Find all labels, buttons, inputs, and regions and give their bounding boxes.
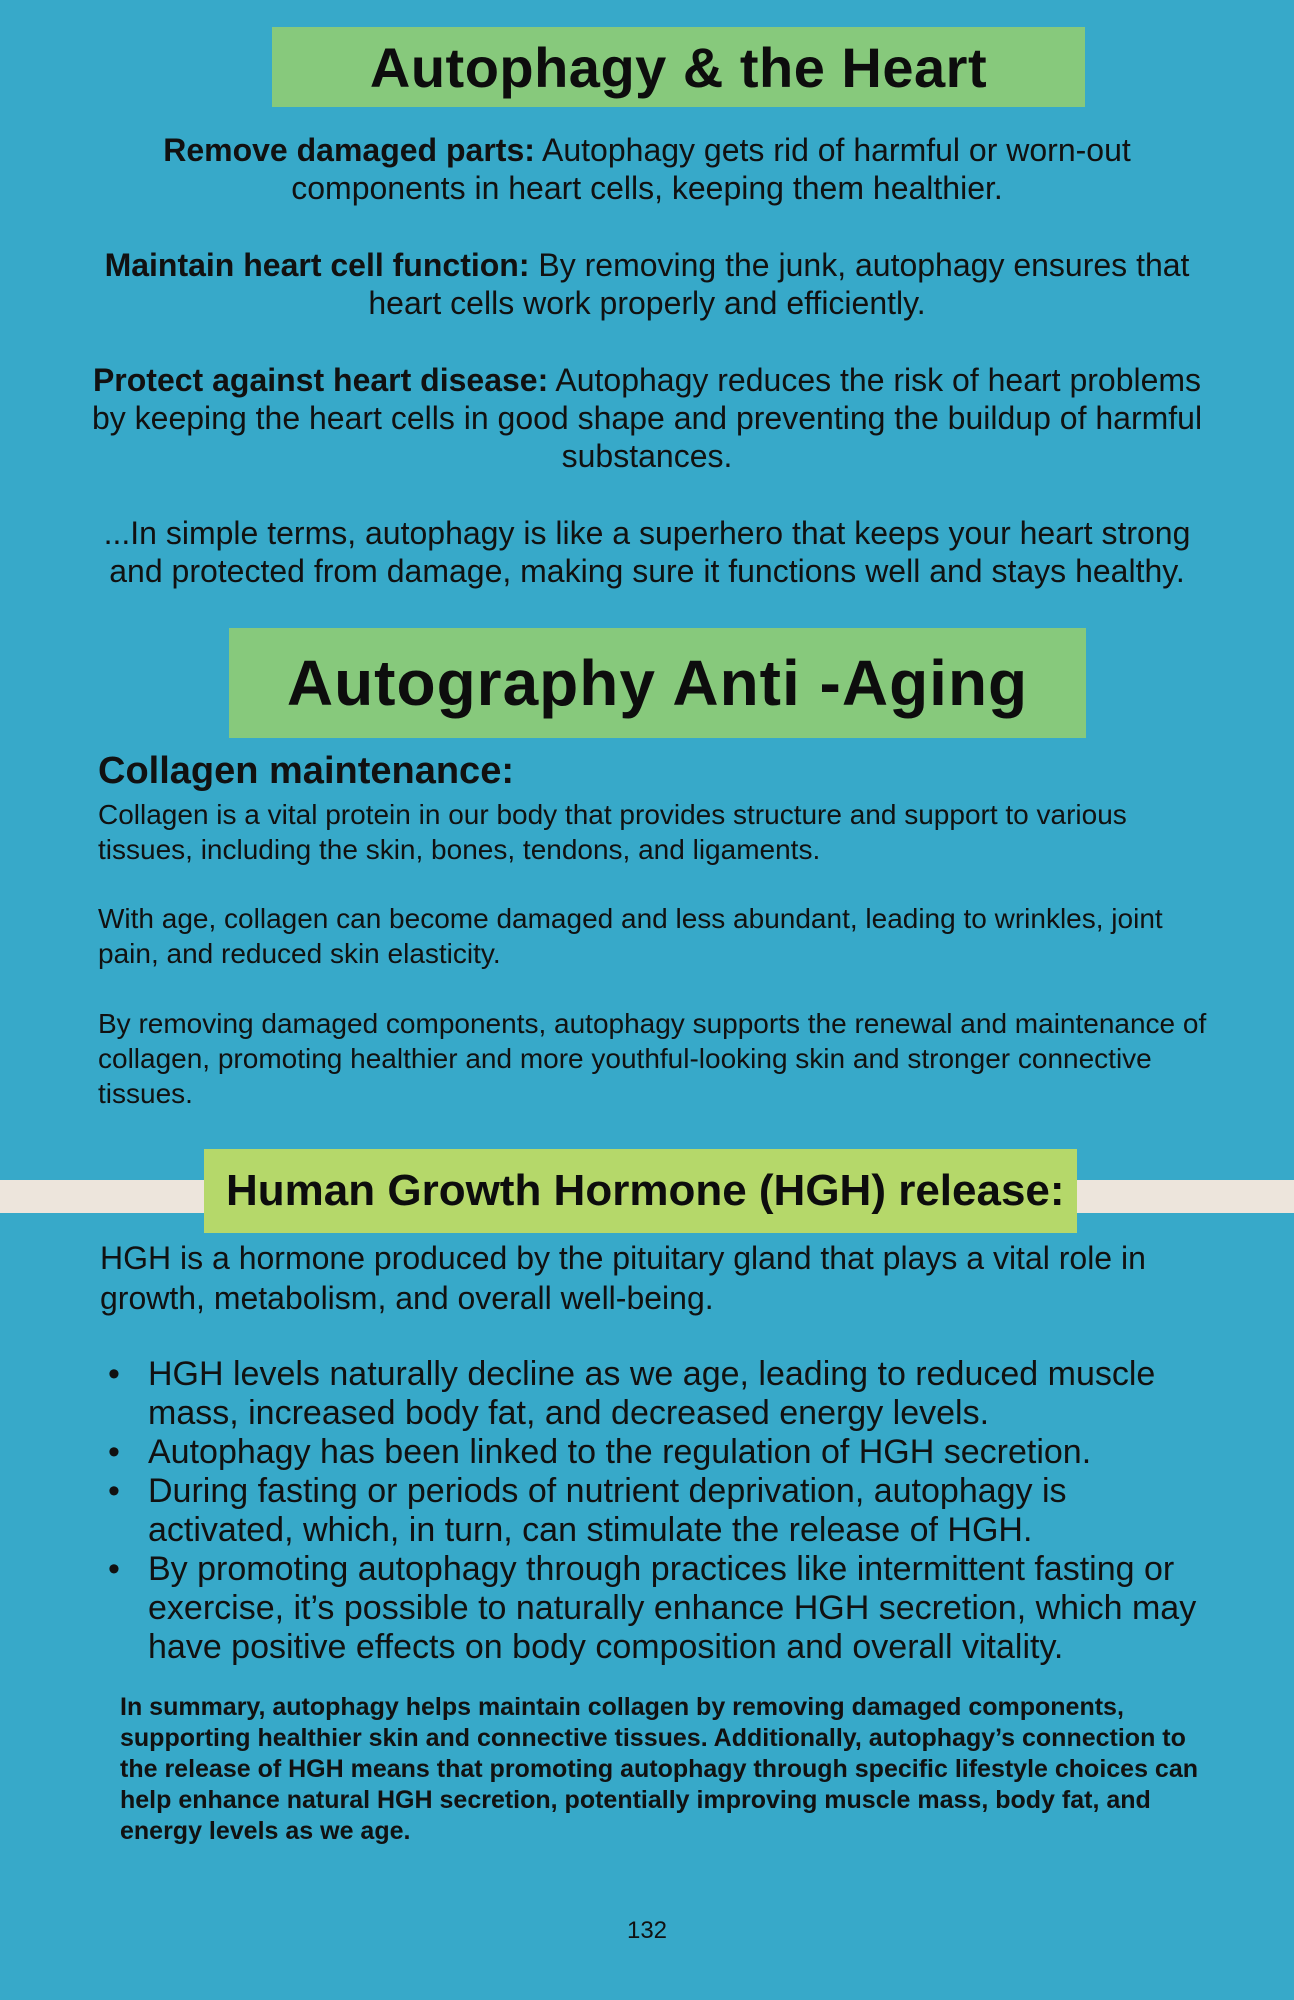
maintain-function-paragraph [90,246,1204,322]
page-number: 132 [626,1917,668,1944]
hgh-bullet-list [100,1355,1220,1667]
list-item [100,1472,1220,1550]
collagen-paragraph: Collagen is a vital protein in our body that provides structure and support to various tissues, including the skin, bones, tendons, and ligaments. [98,799,1127,865]
list-item-text: During fasting or periods of nutrient deprivation, autophagy is activated, which, in turn, can stimulate the release of HGH. [148,1472,1067,1549]
list-item [100,1550,1220,1667]
collagen-paragraph: By removing damaged components, autophagy supports the renewal and maintenance of collagen, promoting healthier and more youthful-looking skin and stronger connective tissues. [98,1008,1207,1109]
paragraph-text: Autophagy reduces the risk of heart problems by keeping the heart cells in good shape and preventing the buildup of harmful substances. [91,362,1203,474]
remove-damaged-parts-paragraph [90,131,1204,207]
summary-paragraph: In summary, autophagy helps maintain collagen by removing damaged components, supporting healthier skin and connective tissues. Additionally, autophagy’s connection to the release of HGH means that promoting autophagy through specific lifestyle choices can help enhance natural HGH secretion, potentially improving muscle mass, body fat, and energy levels as we age. [120,1693,1199,1845]
paragraph-lead: Protect against heart disease: [92,362,549,398]
collagen-paragraph: With age, collagen can become damaged and less abundant, leading to wrinkles, joint pain, and reduced skin elasticity. [98,903,1163,969]
bullet-icon: • [108,1355,120,1393]
list-item-text: By promoting autophagy through practices like intermittent fasting or exercise, it’s possible to naturally enhance HGH secretion, which may have positive effects on body composition and overall vitality. [148,1550,1197,1666]
heart-closing-paragraph: ...In simple terms, autophagy is like a superhero that keeps your heart strong and protected from damage, making sure it functions well and stays healthy. [103,515,1191,589]
heart-section-title: Autophagy & the Heart [272,27,1085,107]
paragraph-text: Autophagy gets rid of harmful or worn-out components in heart cells, keeping them healthier. [291,132,1131,206]
hgh-section-title: Human Growth Hormone (HGH) release: [204,1149,1077,1233]
protect-heart-paragraph [90,361,1204,475]
hgh-intro-paragraph: HGH is a hormone produced by the pituitary gland that plays a vital role in growth, metabolism, and overall well-being. [100,1240,1146,1316]
anti-aging-section-title: Autography Anti -Aging [229,628,1086,738]
bullet-icon: • [108,1472,120,1510]
paragraph-lead: Maintain heart cell function: [104,247,530,283]
bullet-icon: • [108,1550,120,1588]
list-item [100,1355,1220,1433]
list-item [100,1433,1220,1472]
bullet-icon: • [108,1433,120,1471]
list-item-text: HGH levels naturally decline as we age, leading to reduced muscle mass, increased body fat, and decreased energy levels. [148,1355,1156,1432]
paragraph-lead: Remove damaged parts: [163,132,535,168]
list-item-text: Autophagy has been linked to the regulation of HGH secretion. [148,1433,1092,1471]
paragraph-text: By removing the junk, autophagy ensures that heart cells work properly and efficiently. [368,247,1190,321]
collagen-heading: Collagen maintenance: [98,750,514,792]
